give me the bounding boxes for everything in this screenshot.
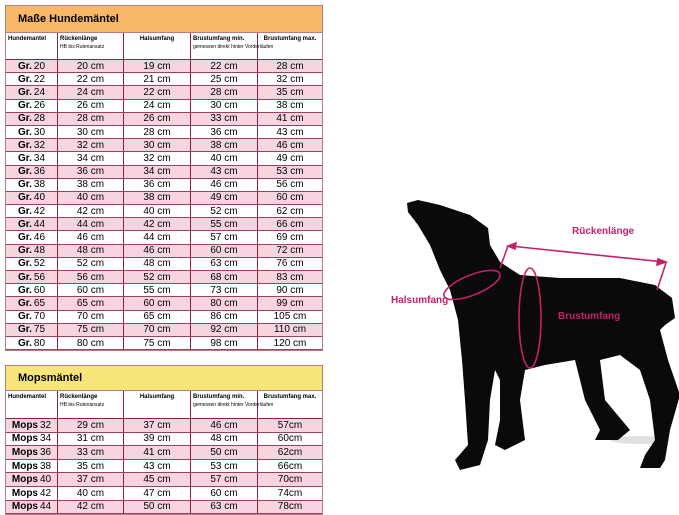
cell-chest-max: 28 cm — [276, 60, 304, 72]
cell-back-length: 40 cm — [58, 192, 124, 204]
size-number: 28 — [33, 113, 46, 125]
size-number: 44 — [39, 501, 52, 513]
col-header-size: Hundemantel — [6, 391, 58, 418]
col-header-label: Brustumfang min. — [193, 36, 245, 42]
cell-chest-min: 55 cm — [191, 218, 258, 230]
cell-neck: 65 cm — [124, 311, 191, 323]
cell-chest-min: 50 cm — [191, 446, 258, 459]
cell-chest-max: 57cm — [277, 419, 303, 431]
cell-neck: 55 cm — [124, 284, 191, 296]
cell-chest-max: 62 cm — [276, 205, 304, 217]
size-prefix: Mops — [11, 487, 38, 499]
size-number: 46 — [33, 232, 46, 244]
size-prefix: Gr. — [17, 271, 32, 283]
cell-chest-max: 49 cm — [276, 152, 304, 164]
cell-back-length: 75 cm — [58, 324, 124, 336]
cell-chest-min: 68 cm — [191, 271, 258, 283]
cell-neck: 46 cm — [124, 245, 191, 257]
cell-chest-max: 70cm — [277, 474, 303, 486]
size-number: 22 — [33, 73, 46, 85]
label-back-length: Rückenlänge — [572, 226, 635, 237]
size-number: 32 — [39, 419, 52, 431]
size-number: 26 — [33, 100, 46, 112]
cell-back-length: 56 cm — [58, 271, 124, 283]
size-number: 42 — [33, 205, 46, 217]
size-number: 40 — [39, 474, 52, 486]
cell-chest-min: 22 cm — [191, 60, 258, 72]
size-number: 56 — [33, 271, 46, 283]
cell-chest-max: 66 cm — [276, 218, 304, 230]
cell-chest-min: 38 cm — [191, 139, 258, 151]
size-prefix: Mops — [11, 433, 38, 445]
cell-chest-max: 83 cm — [276, 271, 304, 283]
size-prefix: Gr. — [17, 152, 32, 164]
cell-neck: 34 cm — [124, 166, 191, 178]
cell-chest-min: 98 cm — [191, 337, 258, 349]
cell-chest-max: 120 cm — [273, 337, 307, 349]
cell-back-length: 42 cm — [58, 205, 124, 217]
size-number: 20 — [33, 60, 46, 72]
cell-back-length: 32 cm — [58, 139, 124, 151]
cell-chest-max: 62cm — [277, 446, 303, 458]
size-number: 36 — [39, 446, 52, 458]
cell-back-length: 44 cm — [58, 218, 124, 230]
cell-chest-min: 36 cm — [191, 126, 258, 138]
col-note: gemessen direkt hinter Vorderläufen — [193, 402, 274, 408]
size-prefix: Mops — [11, 446, 38, 458]
cell-back-length: 33 cm — [58, 446, 124, 459]
col-header-label: Brustumfang min. — [193, 394, 245, 400]
back-length-arrow — [510, 246, 664, 262]
cell-back-length: 35 cm — [58, 460, 124, 473]
size-number: 34 — [39, 433, 52, 445]
cell-back-length: 31 cm — [58, 433, 124, 446]
size-number: 38 — [33, 179, 46, 191]
cell-chest-max: 110 cm — [273, 324, 307, 336]
cell-back-length: 60 cm — [58, 284, 124, 296]
col-header-label: Rückenlänge — [60, 394, 98, 400]
back-length-tick-right — [657, 263, 666, 290]
col-header-chest-max: Brustumfang max. — [263, 394, 317, 400]
cell-chest-max: 90 cm — [276, 284, 304, 296]
size-number: 65 — [33, 297, 46, 309]
size-number: 80 — [33, 337, 46, 349]
cell-chest-max: 53 cm — [276, 166, 304, 178]
cell-chest-max: 74cm — [277, 487, 303, 499]
size-number: 70 — [33, 311, 46, 323]
cell-chest-max: 32 cm — [276, 73, 304, 85]
size-number: 34 — [33, 152, 46, 164]
cell-back-length: 29 cm — [58, 419, 124, 432]
cell-chest-max: 43 cm — [276, 126, 304, 138]
cell-neck: 21 cm — [124, 73, 191, 85]
cell-back-length: 22 cm — [58, 73, 124, 85]
size-prefix: Gr. — [17, 126, 32, 138]
label-chest-circumference: Brustumfang — [558, 311, 621, 322]
table-title: Mopsmäntel — [6, 366, 322, 391]
cell-neck: 28 cm — [124, 126, 191, 138]
col-note: HB bis Rutenansatz — [60, 402, 105, 408]
cell-neck: 52 cm — [124, 271, 191, 283]
cell-neck: 36 cm — [124, 179, 191, 191]
size-number: 60 — [33, 284, 46, 296]
cell-chest-min: 52 cm — [191, 205, 258, 217]
cell-chest-max: 41 cm — [276, 113, 304, 125]
cell-chest-max: 46 cm — [276, 139, 304, 151]
cell-back-length: 28 cm — [58, 113, 124, 125]
size-prefix: Mops — [11, 501, 38, 513]
cell-neck: 45 cm — [124, 473, 191, 486]
cell-chest-min: 25 cm — [191, 73, 258, 85]
cell-back-length: 65 cm — [58, 297, 124, 309]
cell-chest-min: 43 cm — [191, 166, 258, 178]
cell-back-length: 40 cm — [58, 487, 124, 500]
cell-chest-min: 63 cm — [191, 258, 258, 270]
cell-neck: 32 cm — [124, 152, 191, 164]
size-prefix: Gr. — [17, 100, 32, 112]
cell-neck: 43 cm — [124, 460, 191, 473]
size-prefix: Mops — [11, 474, 38, 486]
cell-neck: 44 cm — [124, 231, 191, 243]
col-header-chest-max: Brustumfang max. — [263, 36, 317, 42]
size-number: 42 — [39, 487, 52, 499]
cell-neck: 70 cm — [124, 324, 191, 336]
size-prefix: Gr. — [17, 218, 32, 230]
size-number: 38 — [39, 460, 52, 472]
size-prefix: Gr. — [17, 324, 32, 336]
col-note: HB bis Rutenansatz — [60, 44, 105, 50]
size-prefix: Gr. — [17, 166, 32, 178]
cell-back-length: 34 cm — [58, 152, 124, 164]
cell-chest-min: 57 cm — [191, 231, 258, 243]
size-prefix: Gr. — [17, 311, 32, 323]
cell-chest-min: 60 cm — [191, 245, 258, 257]
cell-chest-max: 69 cm — [276, 232, 304, 244]
cell-neck: 60 cm — [124, 297, 191, 309]
cell-neck: 37 cm — [124, 419, 191, 432]
cell-chest-max: 66cm — [277, 460, 303, 472]
size-prefix: Gr. — [17, 258, 32, 270]
cell-chest-min: 80 cm — [191, 297, 258, 309]
col-note: gemessen direkt hinter Vorderläufen — [193, 44, 274, 50]
label-neck-circumference: Halsumfang — [391, 295, 449, 306]
size-prefix: Gr. — [17, 60, 32, 72]
cell-chest-min: 40 cm — [191, 152, 258, 164]
cell-chest-min: 60 cm — [191, 487, 258, 500]
col-header-neck: Halsumfang — [124, 33, 191, 59]
size-prefix: Gr. — [17, 179, 32, 191]
cell-back-length: 20 cm — [58, 60, 124, 72]
cell-back-length: 30 cm — [58, 126, 124, 138]
cell-neck: 42 cm — [124, 218, 191, 230]
cell-back-length: 46 cm — [58, 231, 124, 243]
cell-chest-max: 76 cm — [276, 258, 304, 270]
cell-neck: 48 cm — [124, 258, 191, 270]
table-title: Maße Hundemäntel — [6, 6, 322, 33]
cell-back-length: 37 cm — [58, 473, 124, 486]
cell-chest-min: 30 cm — [191, 100, 258, 112]
dog-silhouette — [407, 200, 679, 470]
cell-neck: 39 cm — [124, 433, 191, 446]
arrow-head-right — [657, 259, 666, 265]
cell-chest-min: 46 cm — [191, 419, 258, 432]
size-prefix: Gr. — [17, 86, 32, 98]
cell-chest-max: 60cm — [277, 433, 303, 445]
cell-back-length: 38 cm — [58, 179, 124, 191]
cell-back-length: 52 cm — [58, 258, 124, 270]
cell-chest-min: 33 cm — [191, 113, 258, 125]
cell-chest-min: 49 cm — [191, 192, 258, 204]
cell-back-length: 26 cm — [58, 100, 124, 112]
cell-chest-max: 60 cm — [276, 192, 304, 204]
cell-neck: 19 cm — [124, 60, 191, 72]
cell-neck: 41 cm — [124, 446, 191, 459]
cell-chest-min: 28 cm — [191, 86, 258, 98]
size-prefix: Mops — [11, 419, 38, 431]
cell-back-length: 80 cm — [58, 337, 124, 349]
size-prefix: Gr. — [17, 232, 32, 244]
size-number: 32 — [33, 139, 46, 151]
cell-chest-max: 35 cm — [276, 86, 304, 98]
size-prefix: Gr. — [17, 73, 32, 85]
size-prefix: Mops — [11, 460, 38, 472]
cell-neck: 38 cm — [124, 192, 191, 204]
cell-neck: 26 cm — [124, 113, 191, 125]
size-number: 48 — [33, 245, 46, 257]
size-prefix: Gr. — [17, 192, 32, 204]
size-prefix: Gr. — [17, 284, 32, 296]
size-number: 30 — [33, 126, 46, 138]
cell-back-length: 36 cm — [58, 166, 124, 178]
cell-chest-max: 78cm — [277, 501, 303, 513]
cell-neck: 22 cm — [124, 86, 191, 98]
size-prefix: Gr. — [17, 139, 32, 151]
arrow-head-left — [508, 243, 516, 249]
cell-neck: 75 cm — [124, 337, 191, 349]
cell-neck: 24 cm — [124, 100, 191, 112]
cell-chest-min: 73 cm — [191, 284, 258, 296]
size-prefix: Gr. — [17, 113, 32, 125]
size-prefix: Gr. — [17, 337, 32, 349]
cell-chest-min: 46 cm — [191, 179, 258, 191]
cell-chest-min: 48 cm — [191, 433, 258, 446]
col-header-label: Rückenlänge — [60, 36, 98, 42]
cell-back-length: 42 cm — [58, 501, 124, 514]
size-number: 24 — [33, 86, 46, 98]
size-prefix: Gr. — [17, 297, 32, 309]
col-header-size: Hundemantel — [6, 33, 58, 59]
cell-chest-min: 63 cm — [191, 501, 258, 514]
cell-chest-max: 38 cm — [276, 100, 304, 112]
cell-neck: 40 cm — [124, 205, 191, 217]
size-number: 52 — [33, 258, 46, 270]
cell-chest-min: 92 cm — [191, 324, 258, 336]
cell-neck: 47 cm — [124, 487, 191, 500]
col-header-neck: Halsumfang — [124, 391, 191, 418]
size-prefix: Gr. — [17, 205, 32, 217]
cell-chest-max: 56 cm — [276, 179, 304, 191]
size-prefix: Gr. — [17, 245, 32, 257]
cell-chest-min: 57 cm — [191, 473, 258, 486]
cell-chest-max: 105 cm — [273, 311, 307, 323]
size-number: 44 — [33, 218, 46, 230]
cell-back-length: 24 cm — [58, 86, 124, 98]
cell-neck: 30 cm — [124, 139, 191, 151]
cell-back-length: 48 cm — [58, 245, 124, 257]
cell-chest-max: 99 cm — [276, 297, 304, 309]
size-number: 36 — [33, 166, 46, 178]
cell-chest-min: 53 cm — [191, 460, 258, 473]
size-number: 75 — [33, 324, 46, 336]
cell-chest-min: 86 cm — [191, 311, 258, 323]
size-number: 40 — [33, 192, 46, 204]
cell-chest-max: 72 cm — [276, 245, 304, 257]
cell-back-length: 70 cm — [58, 311, 124, 323]
cell-neck: 50 cm — [124, 501, 191, 514]
